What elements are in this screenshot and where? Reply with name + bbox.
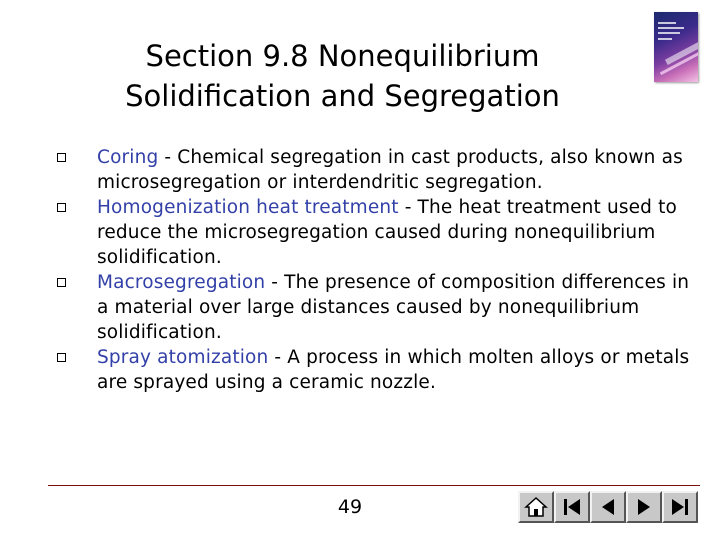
- bullet-definition: - A process in which molten alloys or metals are sprayed using a ceramic nozzle.: [97, 347, 690, 393]
- first-slide-icon: [561, 496, 583, 518]
- home-icon: [524, 496, 548, 518]
- bullet-list: [57, 145, 697, 395]
- bullet-item: [57, 195, 697, 270]
- slide-title-line-1: Section 9.8 Nonequilibrium: [145, 39, 540, 73]
- slide-navigation: [518, 491, 698, 523]
- bullet-term: Spray atomization: [97, 347, 269, 368]
- footer-divider: [48, 485, 700, 486]
- previous-slide-icon: [597, 496, 619, 518]
- bullet-term: Coring: [97, 147, 159, 168]
- next-slide-button[interactable]: [626, 491, 662, 523]
- square-bullet-icon: [57, 153, 66, 162]
- bullet-definition: - The heat treatment used to reduce the microsegregation caused during nonequilibrium solidification.: [97, 197, 677, 268]
- square-bullet-icon: [57, 278, 66, 287]
- home-button[interactable]: [518, 491, 554, 523]
- bullet-term: Homogenization heat treatment: [97, 197, 399, 218]
- bullet-item: [57, 270, 697, 345]
- bullet-item: [57, 345, 697, 395]
- bullet-definition: - The presence of composition differences in a material over large distances caused by nonequilibrium solidification.: [97, 272, 690, 343]
- bullet-item: [57, 145, 697, 195]
- bullet-term: Macrosegregation: [97, 272, 266, 293]
- textbook-cover-image: [654, 12, 698, 82]
- square-bullet-icon: [57, 203, 66, 212]
- last-slide-button[interactable]: [662, 491, 698, 523]
- square-bullet-icon: [57, 353, 66, 362]
- next-slide-icon: [633, 496, 655, 518]
- bullet-definition: - Chemical segregation in cast products, also known as microsegregation or interdendritic segregation.: [97, 147, 683, 193]
- slide-title: [70, 36, 615, 116]
- slide-title-line-2: Solidification and Segregation: [125, 79, 560, 113]
- previous-slide-button[interactable]: [590, 491, 626, 523]
- page-number: 49: [337, 496, 363, 518]
- first-slide-button[interactable]: [554, 491, 590, 523]
- last-slide-icon: [669, 496, 691, 518]
